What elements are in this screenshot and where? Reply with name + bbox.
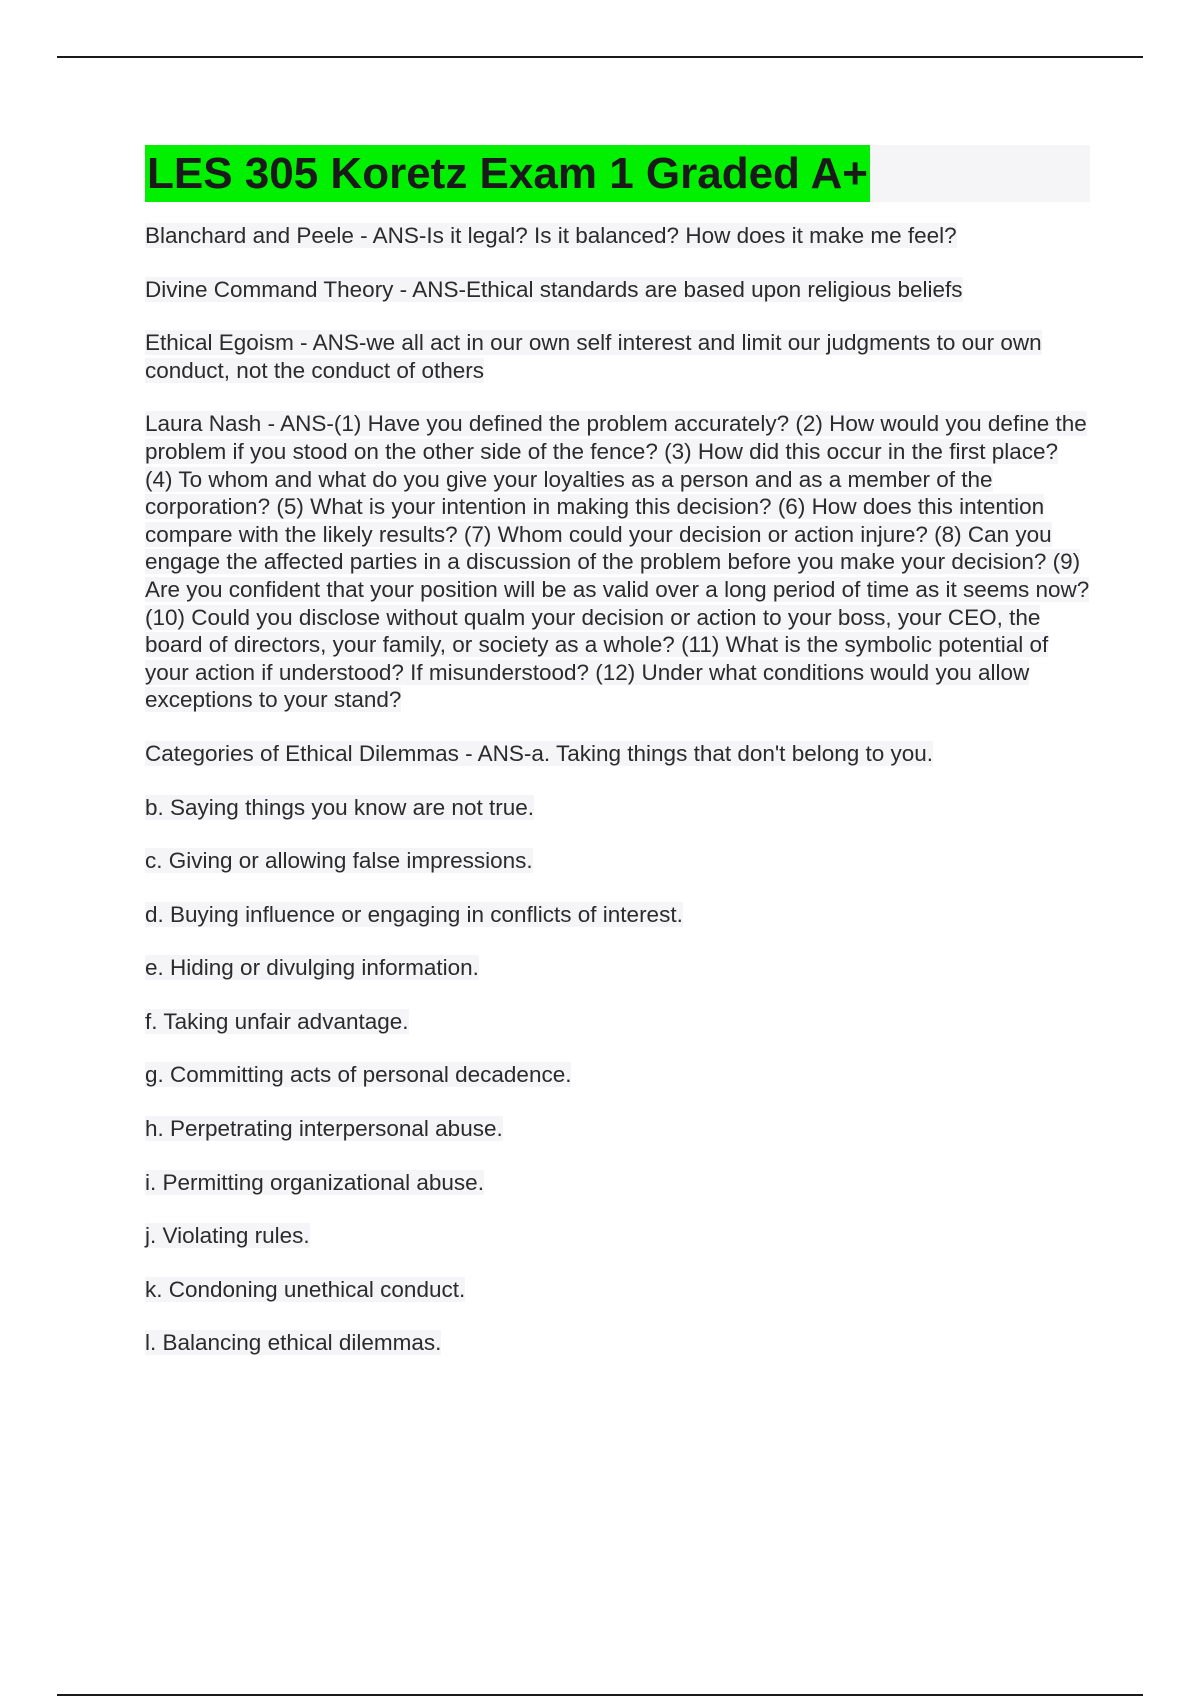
list-item: g. Committing acts of personal decadence. xyxy=(145,1062,572,1088)
entry-laura-nash: Laura Nash - ANS-(1) Have you defined the problem accurately? (2) How would you define the problem if you stood on the other side of the fence? (3) How did this occur in the first place? (4) To whom and what do you give your loyalties as a person and as a member of the corporation? (5) What is your intention in making this decision? (6) How does this intention compare with the likely results? (7) Whom could your decision or action injure? (8) Can you engage the affected parties in a discussion of the problem before you make your decision? (9) Are you confident that your position will be as valid over a long period of time as it seems now? (10) Could you disclose without qualm your decision or action to your boss, your CEO, the board of directors, your family, or society as a whole? (11) What is the symbolic potential of your action if understood? If misunderstood? (12) Under what conditions would you allow exceptions to your stand? xyxy=(145,411,1090,713)
entry-ethical-egoism: Ethical Egoism - ANS-we all act in our own self interest and limit our judgments to our own conduct, not the conduct of others xyxy=(145,330,1042,383)
entry-blanchard-peele: Blanchard and Peele - ANS-Is it legal? Is it balanced? How does it make me feel? xyxy=(145,223,957,248)
entry-categories: Categories of Ethical Dilemmas - ANS-a. Taking things that don't belong to you. xyxy=(145,740,934,766)
list-item: b. Saying things you know are not true. xyxy=(145,794,534,820)
entry-divine-command: Divine Command Theory - ANS-Ethical standards are based upon religious beliefs xyxy=(145,276,963,302)
list-item: f. Taking unfair advantage. xyxy=(145,1008,409,1034)
top-rule xyxy=(57,56,1143,58)
list-item: l. Balancing ethical dilemmas. xyxy=(145,1330,442,1356)
document-body xyxy=(145,145,1090,1383)
list-item: h. Perpetrating interpersonal abuse. xyxy=(145,1116,503,1142)
list-item: k. Condoning unethical conduct. xyxy=(145,1276,466,1302)
document-title: LES 305 Koretz Exam 1 Graded A+ xyxy=(145,145,870,202)
bottom-rule xyxy=(57,1694,1143,1696)
title-bar xyxy=(145,145,1090,202)
list-item: d. Buying influence or engaging in conflicts of interest. xyxy=(145,901,683,927)
list-item: e. Hiding or divulging information. xyxy=(145,955,479,981)
list-item: i. Permitting organizational abuse. xyxy=(145,1169,484,1195)
list-item: j. Violating rules. xyxy=(145,1223,310,1249)
list-item: c. Giving or allowing false impressions. xyxy=(145,848,533,874)
